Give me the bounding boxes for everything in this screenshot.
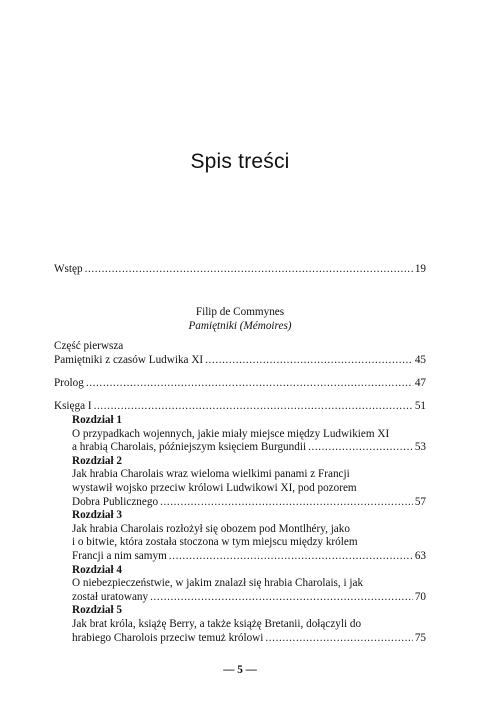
toc-page-number: 51 — [414, 400, 426, 412]
toc-leader-dots — [169, 550, 413, 564]
chapter-title-line: Jak hrabia Charolais rozłożył się obozem pod Montlhéry, jako — [72, 522, 350, 535]
toc-page-number: 70 — [414, 590, 426, 603]
toc-page-number: 53 — [414, 441, 426, 454]
toc-leader-dots — [86, 377, 413, 391]
chapter-title-line: Francji a nim samym — [72, 549, 167, 562]
toc-leader-dots — [205, 354, 413, 368]
toc-leader-dots — [94, 400, 413, 414]
chapter-title-line: wystawił wojsko przeciw królowi Ludwikowi XI, pod pozorem — [72, 481, 357, 494]
toc-leader-dots — [150, 591, 413, 605]
chapter-title-line: Jak hrabia Charolais wraz wieloma wielkimi panami z Francji — [72, 468, 350, 481]
toc-page-number: 45 — [414, 353, 426, 366]
chapter-title-line: a hrabią Charolais, późniejszym księciem Burgundii — [72, 441, 307, 454]
chapter-list — [72, 414, 426, 645]
work-title: Pamiętniki (Mémoires) — [188, 319, 292, 332]
part-label: Część pierwsza — [54, 340, 124, 352]
chapter-title-line: O przypadkach wojennych, jakie miały miejsce między Ludwikiem XI — [72, 427, 390, 440]
chapter-title-line: hrabiego Charolois przeciw temuż królowi — [72, 631, 264, 644]
toc-page-number: 47 — [414, 377, 426, 389]
chapter-entry[interactable] — [72, 414, 426, 455]
toc-leader-dots — [160, 496, 413, 510]
chapter-heading: Rozdział 3 — [72, 509, 123, 522]
chapter-title-line: Dobra Publicznego — [72, 495, 159, 508]
toc-entry-label: Księga I — [54, 400, 92, 412]
chapter-heading: Rozdział 4 — [72, 563, 123, 576]
chapter-title-line: został uratowany — [72, 590, 149, 603]
author-name: Filip de Commynes — [195, 306, 285, 318]
toc-entry-label: Prolog — [54, 377, 84, 389]
toc-entry-memoirs[interactable] — [54, 354, 426, 368]
toc-page-number: 57 — [414, 495, 426, 508]
chapter-heading: Rozdział 5 — [72, 604, 123, 617]
toc-entry-prolog[interactable] — [54, 377, 426, 391]
toc-entry-book-1[interactable] — [54, 400, 426, 414]
chapter-title-line: Jak brat króla, książę Berry, a także książę Bretanii, dołączyli do — [72, 617, 362, 630]
toc-entry-label: Pamiętniki z czasów Ludwika XI — [54, 353, 204, 366]
chapter-title-line: O niebezpieczeństwie, w jakim znalazł się hrabia Charolais, i jak — [72, 577, 364, 590]
chapter-heading: Rozdział 1 — [72, 414, 123, 426]
chapter-entry[interactable] — [72, 564, 426, 605]
toc-entry-intro[interactable] — [54, 263, 426, 277]
chapter-title-line: i o bitwie, która została stoczona w tym miejscu między królem — [72, 536, 358, 549]
chapter-heading: Rozdział 2 — [72, 454, 123, 467]
toc-leader-dots — [265, 632, 412, 646]
toc-page-number: 19 — [414, 263, 426, 275]
toc-page-number: 75 — [414, 631, 426, 644]
page-number-footer: — 5 — — [223, 664, 257, 676]
toc-leader-dots — [308, 441, 413, 455]
chapter-entry[interactable] — [72, 455, 426, 509]
chapter-entry[interactable] — [72, 509, 426, 563]
chapter-entry[interactable] — [72, 604, 426, 645]
toc-part — [54, 340, 426, 367]
work-heading — [54, 306, 426, 333]
toc-leader-dots — [85, 263, 413, 277]
toc-entry-label: Wstęp — [54, 263, 83, 275]
work-title-original: Mémoires — [243, 319, 288, 332]
toc-page-number: 63 — [414, 549, 426, 562]
work-title-polish: Pamiętniki — [188, 319, 237, 332]
page-title: Spis treści — [190, 150, 290, 173]
